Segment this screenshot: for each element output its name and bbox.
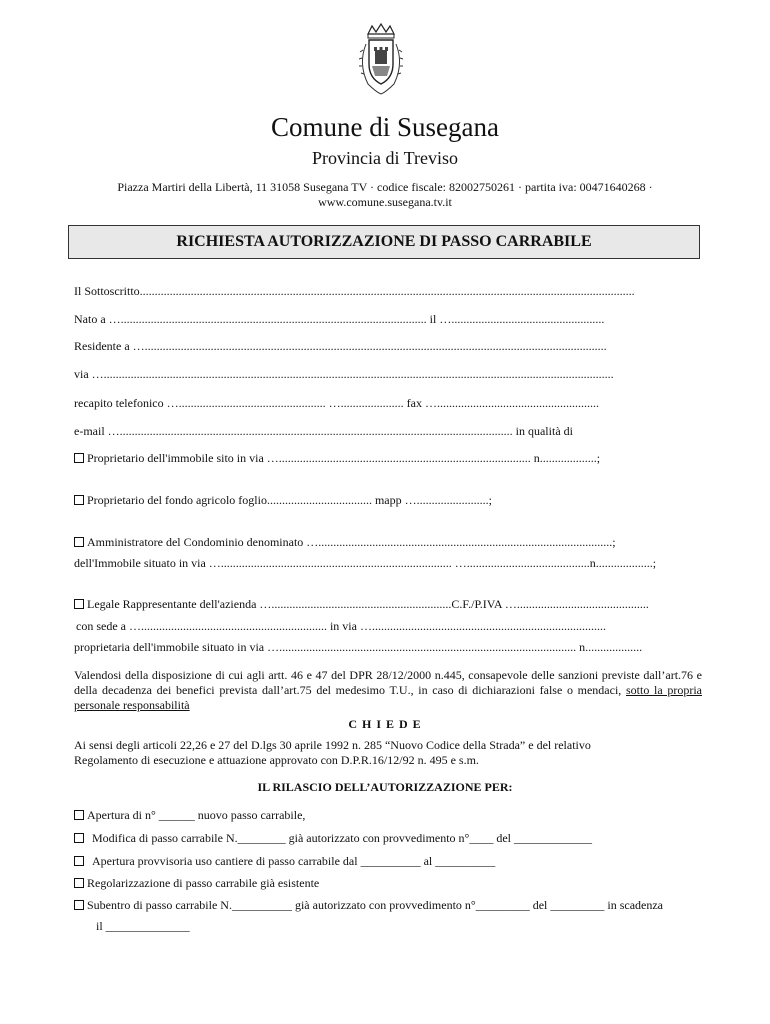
coat-of-arms-icon [354, 20, 408, 100]
role-administrator-checkbox[interactable] [74, 537, 84, 547]
role-farmland-label: Proprietario del fondo agricolo foglio................................... mapp …........................; [87, 493, 492, 507]
field-sottoscritto[interactable]: Il Sottoscritto..................................................................................................................................................................... [74, 284, 635, 298]
option-temporary [74, 854, 495, 869]
role-legal-rep-label: Legale Rappresentante dell'azienda …............................................................C.F./P.IVA …............................................ [87, 597, 649, 611]
option-takeover-label: Subentro di passo carrabile N.__________ già autorizzato con provvedimento n°_________ del _________ in scadenza [87, 898, 663, 912]
field-nato-a[interactable]: Nato a …...................................................................................................... il …................................................... [74, 312, 605, 326]
role-owner-label: Proprietario dell'immobile sito in via ….................................................................................... n...................; [87, 451, 601, 465]
field-residente[interactable]: Residente a ….......................................................................................................................................................... [74, 339, 607, 353]
option-modification-checkbox[interactable] [74, 833, 84, 843]
field-recapito[interactable]: recapito telefonico …................................................. …..................... fax …...................................................... [74, 396, 599, 410]
field-via[interactable]: via ….......................................................................................................................................................................... [74, 367, 614, 381]
option-temporary-label: Apertura provvisoria uso cantiere di passo carrabile dal __________ al __________ [92, 854, 496, 868]
legal-reference-line-1: Ai sensi degli articoli 22,26 e 27 del D.lgs 30 aprile 1992 n. 285 “Nuovo Codice della Strada” e del relativo [74, 738, 591, 752]
option-takeover-checkbox[interactable] [74, 900, 84, 910]
role-farmland-checkbox[interactable] [74, 495, 84, 505]
option-takeover-expiry[interactable]: il ______________ [96, 919, 190, 933]
option-modification [74, 831, 592, 846]
form-title: RICHIESTA AUTORIZZAZIONE DI PASSO CARRABILE [176, 233, 592, 250]
declaration-paragraph [74, 668, 702, 713]
website-link[interactable]: www.comune.susegana.tv.it [318, 195, 452, 209]
role-owner [74, 451, 600, 466]
role-administrator-label: Amministratore del Condominio denominato …..................................................................................................; [87, 535, 616, 549]
municipality-name: Comune di Susegana [271, 112, 499, 142]
option-regularization [74, 876, 319, 891]
form-title-banner [68, 225, 700, 259]
province-name: Provincia di Treviso [311, 148, 458, 168]
role-legal-rep [74, 597, 649, 612]
role-legal-rep-seat[interactable]: con sede a ….............................................................. in via ….............................................................................. [76, 619, 606, 633]
legal-reference-line-2: Regolamento di esecuzione e attuazione approvato con D.P.R.16/12/92 n. 495 e s.m. [74, 753, 479, 767]
option-modification-label: Modifica di passo carrabile N.________ già autorizzato con provvedimento n°____ del _____________ [92, 831, 593, 845]
role-legal-rep-building[interactable]: proprietaria dell'immobile situato in via …................................................................................................... n................... [74, 640, 643, 654]
role-owner-checkbox[interactable] [74, 453, 84, 463]
chiede-heading: C H I E D E [348, 717, 422, 731]
role-farmland [74, 493, 492, 508]
release-heading: IL RILASCIO DELL’AUTORIZZAZIONE PER: [257, 780, 513, 794]
option-new-opening [74, 808, 305, 823]
option-takeover [74, 898, 663, 913]
field-email[interactable]: e-mail …................................................................................................................................... in qualità di [74, 424, 573, 438]
role-administrator [74, 535, 616, 550]
option-regularization-label: Regolarizzazione di passo carrabile già esistente [87, 876, 320, 890]
option-temporary-checkbox[interactable] [74, 856, 84, 866]
role-administrator-building[interactable]: dell'Immobile situato in via …............................................................................. ….........................................n...................; [74, 556, 657, 570]
option-regularization-checkbox[interactable] [74, 878, 84, 888]
option-new-opening-label: Apertura di n° ______ nuovo passo carrabile, [87, 808, 306, 822]
declaration-text: Valendosi della disposizione di cui agli artt. 46 e 47 del DPR 28/12/2000 n.445, consapevole delle sanzioni previste dall’art.76 e della decadenza dei benefici prevista dall’art.75 del medesimo T.U., in caso di dichiarazioni false o mendaci, [74, 668, 702, 697]
role-legal-rep-checkbox[interactable] [74, 599, 84, 609]
option-new-opening-checkbox[interactable] [74, 810, 84, 820]
address-line: Piazza Martiri della Libertà, 11 31058 Susegana TV · codice fiscale: 82002750261 · partita iva: 00471640268 · [117, 180, 653, 194]
declaration-responsibility: sotto la propria personale responsabilità [74, 683, 703, 712]
